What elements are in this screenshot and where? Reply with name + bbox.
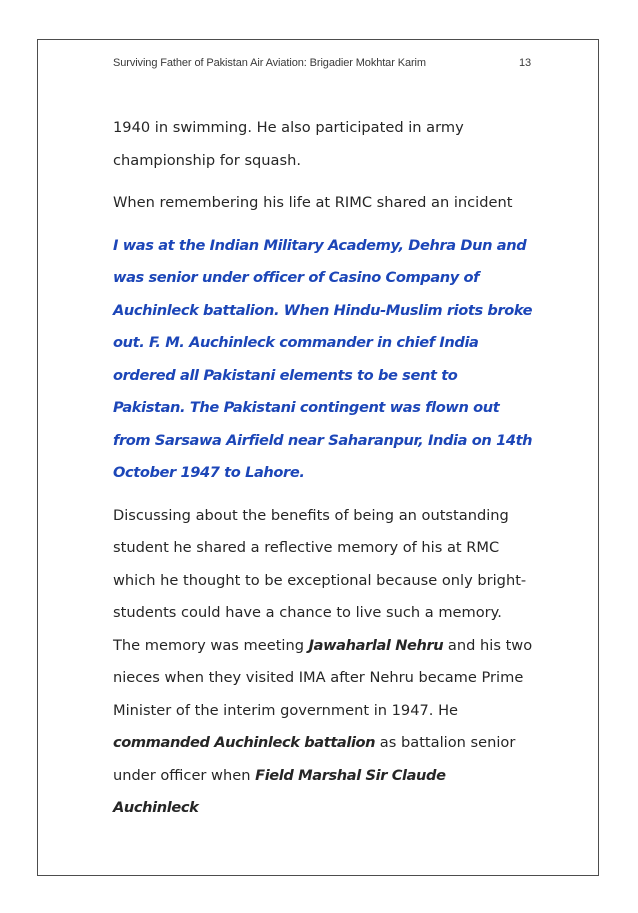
header-title: Surviving Father of Pakistan Air Aviation: Brigadier Mokhtar Karim [113, 57, 426, 69]
emphasis-battalion: commanded Auchinleck battalion [113, 734, 376, 751]
page-body [113, 112, 533, 825]
page-number: 13 [518, 57, 531, 69]
emphasis-auchinleck: Field Marshal Sir Claude Auchinleck [113, 766, 446, 816]
paragraph-swimming: 1940 in swimming. He also participated in army championship for squash. [113, 119, 464, 169]
quote-block: I was at the Indian Military Academy, Dehra Dun and was senior under officer of Casino Company of Auchinleck battalion. When Hindu-Muslim riots broke out. F. M. Auchinleck commander in chief India ordered all Pakistani elements to be sent to Pakistan. The Pakistani contingent was flown out from Sarsawa Airfield near Saharanpur, India on 14th October 1947 to Lahore. [113, 236, 533, 481]
memory-text-2: and his two nieces when they visited IMA after Nehru became Prime Minister of the interim government in 1947. He [113, 636, 533, 719]
running-header [113, 57, 531, 75]
memory-text-3: as battalion senior under officer when [113, 734, 516, 784]
paragraph-memory [113, 500, 533, 825]
memory-text-1: Discussing about the benefits of being an outstanding student he shared a reflective memory of his at RMC which he thought to be exceptional because only bright-students could have a chance to live such a memory. The memory was meeting [113, 506, 527, 654]
emphasis-nehru: Jawaharlal Nehru [308, 636, 444, 654]
paragraph-rimc-intro: When remembering his life at RIMC shared an incident [113, 194, 513, 211]
